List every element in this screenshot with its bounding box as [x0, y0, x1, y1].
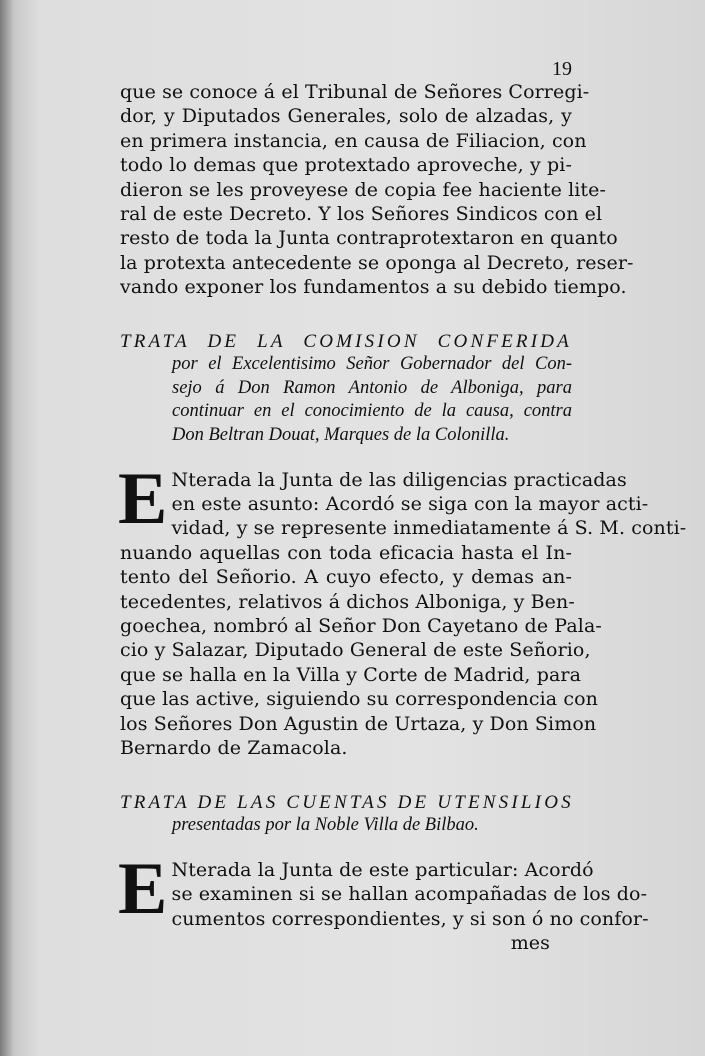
section-body-cuentas — [118, 847, 649, 954]
catchword: mes — [510, 931, 550, 954]
drop-cap: E — [118, 847, 168, 930]
text-line: tento del Señorio. A cuyo efecto, y demas an- — [120, 566, 572, 589]
text-line: se examinen si se hallan acompañadas de los do- — [171, 883, 648, 906]
text-line: que se halla en la Villa y Corte de Madrid, para — [120, 663, 581, 686]
text-line: cio y Salazar, Diputado General de este Señorio, — [120, 639, 591, 662]
section-heading-subtitle-line: Don Beltran Douat, Marques de la Colonilla. — [172, 425, 510, 446]
text-line: cumentos correspondientes, y si son ó no confor- — [171, 907, 649, 930]
section-heading-title: TRATA DE LA COMISION CONFERIDA — [120, 330, 572, 352]
text-line: Nterada la Junta de las diligencias practicadas — [171, 468, 627, 491]
section-heading-subtitle-line: continuar en el conocimiento de la causa, contra — [172, 401, 572, 422]
section-body-comision — [118, 457, 687, 761]
section-heading-subtitle-line: sejo á Don Ramon Antonio de Alboniga, para — [172, 377, 572, 398]
text-line: ral de este Decreto. Y los Señores Sindicos con el — [120, 203, 603, 226]
text-line: nuando aquellas con toda eficacia hasta el In- — [120, 541, 572, 564]
text-line: dieron se les proveyese de copia fee haciente lite- — [120, 178, 607, 201]
text-line: Bernardo de Zamacola. — [120, 737, 348, 760]
text-line: que se conoce á el Tribunal de Señores Corregi- — [120, 81, 590, 103]
page-number: 19 — [552, 58, 572, 80]
intro-paragraph — [120, 58, 634, 300]
text-line: goechea, nombró al Señor Don Cayetano de Pala- — [120, 615, 602, 638]
page-text-block — [118, 58, 687, 954]
text-line: vando exponer los fundamentos a su debido tiempo. — [120, 276, 627, 299]
text-line: Nterada la Junta de este particular: Acordó — [171, 858, 594, 881]
section-heading-subtitle-line: por el Excelentisimo Señor Gobernador del Con- — [172, 354, 572, 375]
text-line: en primera instancia, en causa de Filiacion, con — [120, 129, 587, 152]
text-line: la protexta antecedente se oponga al Decreto, reser- — [120, 251, 634, 274]
text-line: dor, y Diputados Generales, solo de alzadas, y — [120, 105, 572, 128]
section-heading-title: TRATA DE LAS CUENTAS DE UTENSILIOS — [120, 791, 574, 813]
text-line: los Señores Don Agustin de Urtaza, y Don Simon — [120, 712, 597, 735]
drop-cap: E — [118, 457, 168, 540]
section-heading-subtitle-line: presentadas por la Noble Villa de Bilbao. — [172, 815, 479, 836]
text-line: todo lo demas que protextado aproveche, y pi- — [120, 154, 572, 177]
section-heading-comision — [120, 330, 572, 448]
text-line: vidad, y se represente inmediatamente á S. M. conti- — [171, 517, 687, 540]
section-heading-cuentas — [120, 791, 572, 838]
text-line: que las active, siguiendo su correspondencia con — [120, 688, 598, 711]
text-line: en este asunto: Acordó se siga con la mayor acti- — [171, 493, 649, 516]
text-line: resto de toda la Junta contraprotextaron en quanto — [120, 227, 618, 250]
text-line: tecedentes, relativos á dichos Alboniga, y Ben- — [120, 590, 575, 613]
